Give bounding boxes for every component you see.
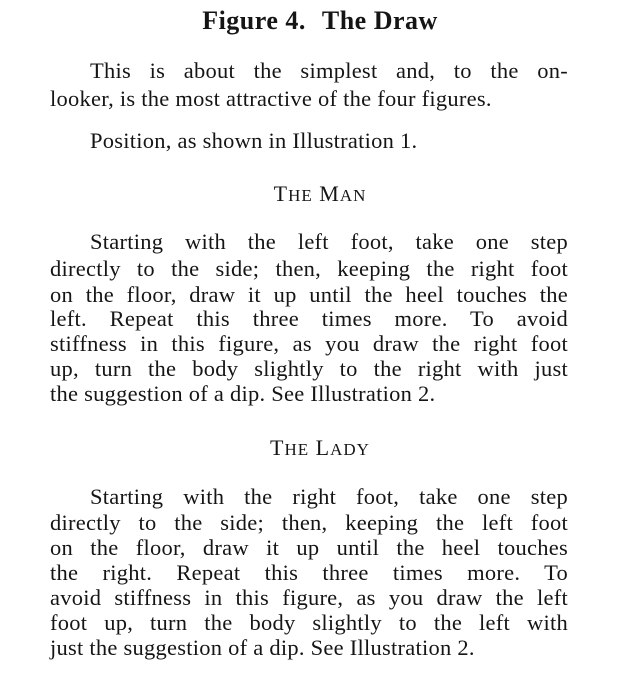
lady-paragraph-line: the right. Repeat this three times more. To	[50, 560, 568, 585]
man-paragraph-line: directly to the side; then, keeping the right foot	[50, 256, 568, 281]
man-paragraph-line: the suggestion of a dip. See Illustration 2.	[50, 381, 436, 406]
man-paragraph-line: up, turn the body slightly to the right with just	[50, 356, 568, 381]
section-heading-lady: THE LADY	[270, 435, 370, 460]
intro-line: This is about the simplest and, to the on-	[90, 58, 568, 83]
figure-name: The Draw	[321, 6, 438, 35]
lady-paragraph-line: foot up, turn the body slightly to the left with	[50, 610, 568, 635]
section-heading-man: THE MAN	[273, 181, 367, 206]
figure-label: Figure 4.	[202, 6, 306, 35]
lady-paragraph-line: on the floor, draw it up until the heel touches	[50, 535, 568, 560]
man-paragraph-line: on the floor, draw it up until the heel touches the	[50, 282, 568, 307]
position-note: Position, as shown in Illustration 1.	[90, 128, 418, 153]
lady-paragraph-line: just the suggestion of a dip. See Illustration 2.	[50, 635, 475, 660]
intro-line: looker, is the most attractive of the four figures.	[50, 86, 492, 111]
man-paragraph-line: left. Repeat this three times more. To avoid	[50, 306, 568, 331]
man-paragraph-line: Starting with the left foot, take one step	[90, 229, 568, 254]
lady-paragraph-line: Starting with the right foot, take one step	[90, 484, 568, 509]
figure-title	[0, 6, 640, 36]
lady-paragraph-line: avoid stiffness in this figure, as you draw the left	[50, 585, 568, 610]
man-paragraph-line: stiffness in this figure, as you draw the right foot	[50, 331, 568, 356]
lady-paragraph-line: directly to the side; then, keeping the left foot	[50, 510, 568, 535]
